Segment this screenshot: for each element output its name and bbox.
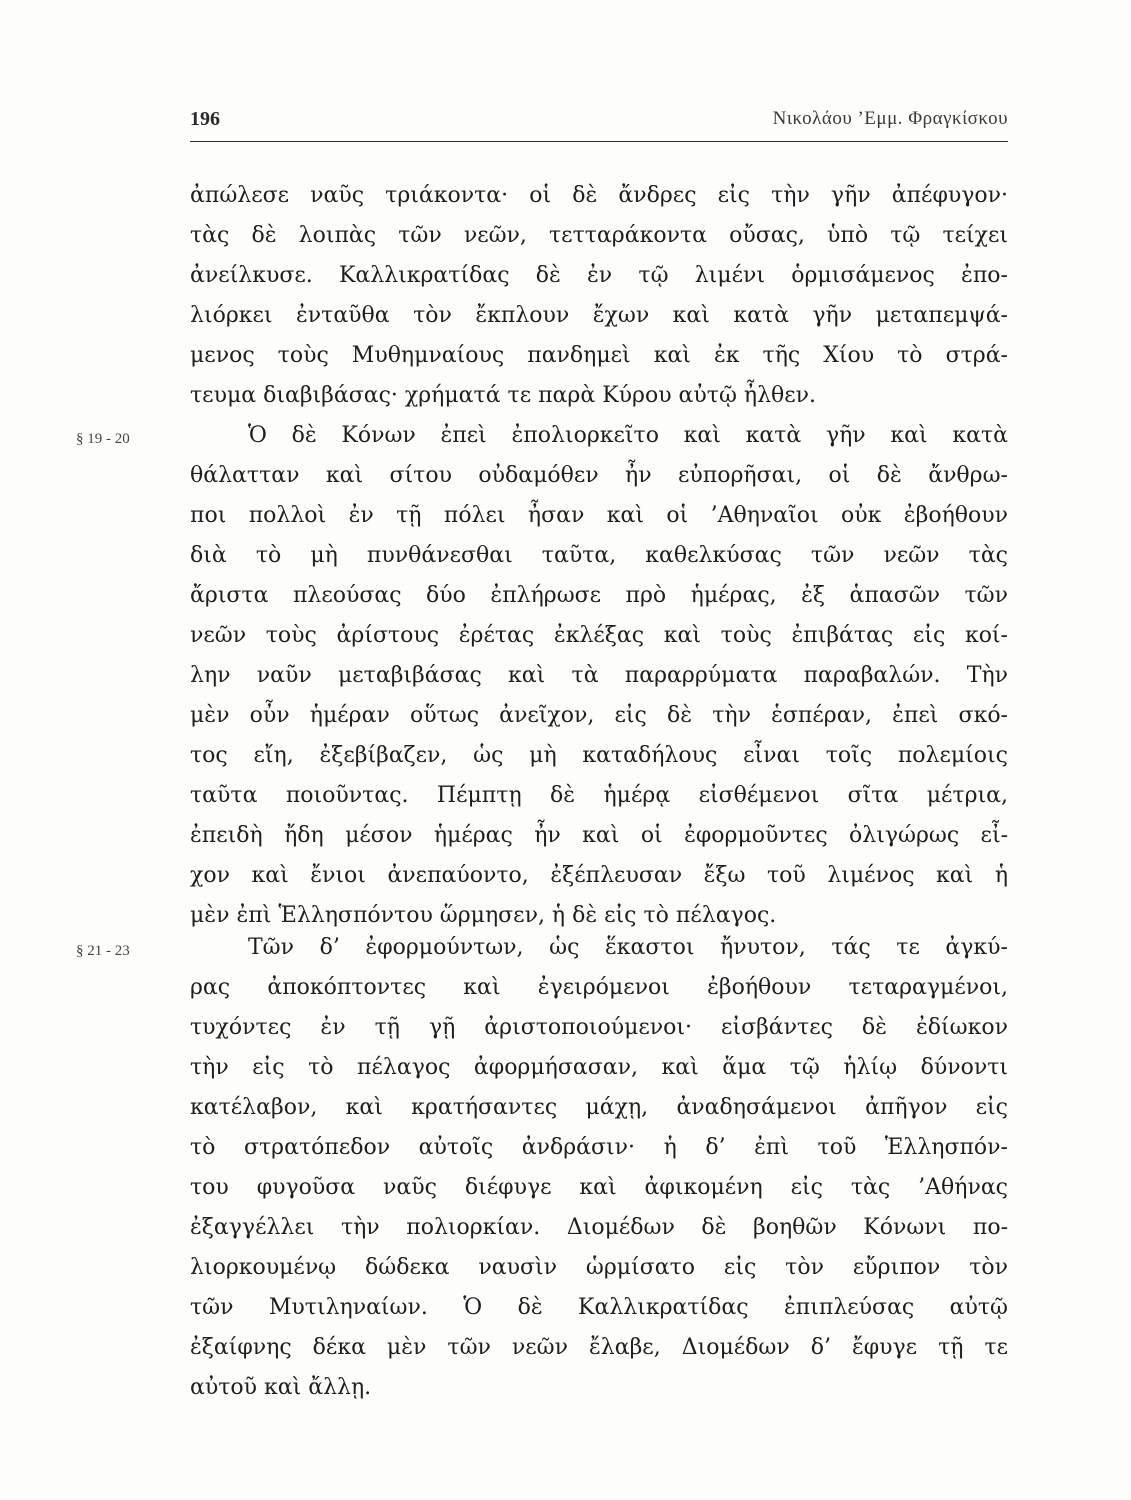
text-line: θάλατταν καὶ σίτου οὐδαμόθεν ἦν εὐπορῆσαι, οἱ δὲ ἄνθρω- <box>190 463 1008 488</box>
text-line: τὴν εἰς τὸ πέλαγος ἀφορμήσασαν, καὶ ἅμα τῷ ἡλίῳ δύνοντι <box>190 1055 1008 1080</box>
text-line: τὰς δὲ λοιπὰς τῶν νεῶν, τετταράκοντα οὔσας, ὑπὸ τῷ τείχει <box>190 223 1008 248</box>
text-line: λιόρκει ἐνταῦθα τὸν ἔκπλουν ἔχων καὶ κατὰ γῆν μεταπεμψά- <box>190 303 1008 328</box>
text-line: μὲν ἐπὶ Ἑλλησπόντου ὥρμησεν, ἡ δὲ εἰς τὸ πέλαγος. <box>190 903 777 928</box>
text-line: αὐτοῦ καὶ ἄλλῃ. <box>190 1375 372 1400</box>
margin-ref-21-23: § 21 - 23 <box>76 943 130 959</box>
text-line: κατέλαβον, καὶ κρατήσαντες μάχῃ, ἀναδησάμενοι ἀπῆγον εἰς <box>190 1095 1008 1120</box>
header-rule <box>190 141 1008 142</box>
text-line: μὲν οὖν ἡμέραν οὕτως ἀνεῖχον, εἰς δὲ τὴν ἑσπέραν, ἐπεὶ σκό- <box>190 703 1008 728</box>
text-line: τυχόντες ἐν τῇ γῇ ἀριστοποιούμενοι· εἰσβάντες δὲ ἐδίωκον <box>190 1015 1008 1040</box>
text-line: ἐπειδὴ ἤδη μέσον ἡμέρας ἦν καὶ οἱ ἐφορμοῦντες ὀλιγώρως εἶ- <box>190 823 1008 848</box>
text-line: μενος τοὺς Μυθημναίους πανδημεὶ καὶ ἐκ τῆς Χίου τὸ στρά- <box>190 343 1008 368</box>
text-line: Ὁ δὲ Κόνων ἐπεὶ ἐπολιορκεῖτο καὶ κατὰ γῆν καὶ κατὰ <box>248 423 1008 448</box>
text-line: ἄριστα πλεούσας δύο ἐπλήρωσε πρὸ ἡμέρας, ἐξ ἁπασῶν τῶν <box>190 583 1008 608</box>
text-line: Τῶν δ’ ἐφορμούντων, ὡς ἕκαστοι ἤνυτον, τάς τε ἀγκύ- <box>248 935 1008 960</box>
text-line: ἀνείλκυσε. Καλλικρατίδας δὲ ἐν τῷ λιμένι ὁρμισάμενος ἐπο- <box>190 263 1008 288</box>
text-line: νεῶν τοὺς ἀρίστους ἐρέτας ἐκλέξας καὶ τοὺς ἐπιβάτας εἰς κοί- <box>190 623 1008 648</box>
margin-ref-19-20: § 19 - 20 <box>76 431 130 447</box>
text-line: χον καὶ ἔνιοι ἀνεπαύοντο, ἐξέπλευσαν ἔξω τοῦ λιμένος καὶ ἡ <box>190 863 1008 888</box>
text-line: ἐξαγγέλλει τὴν πολιορκίαν. Διομέδων δὲ βοηθῶν Κόνωνι πο- <box>190 1215 1008 1240</box>
text-line: λην ναῦν μεταβιβάσας καὶ τὰ παραρρύματα παραβαλών. Τὴν <box>190 663 1008 688</box>
text-line: ρας ἀποκόπτοντες καὶ ἐγειρόμενοι ἐβοήθουν τεταραγμένοι, <box>190 975 1008 1000</box>
text-line: τευμα διαβιβάσας· χρήματά τε παρὰ Κύρου αὐτῷ ἦλθεν. <box>190 383 817 408</box>
page-number: 196 <box>190 108 220 130</box>
text-line: τὸ στρατόπεδον αὐτοῖς ἀνδράσιν· ἡ δ’ ἐπὶ τοῦ Ἑλλησπόν- <box>190 1135 1008 1160</box>
text-line: τῶν Μυτιληναίων. Ὁ δὲ Καλλικρατίδας ἐπιπλεύσας αὐτῷ <box>190 1295 1008 1320</box>
text-line: τος εἴη, ἐξεβίβαζεν, ὡς μὴ καταδήλους εἶναι τοῖς πολεμίοις <box>190 743 1008 768</box>
text-line: του φυγοῦσα ναῦς διέφυγε καὶ ἀφικομένη εἰς τὰς ’Αθήνας <box>190 1175 1008 1200</box>
text-line: διὰ τὸ μὴ πυνθάνεσθαι ταῦτα, καθελκύσας τῶν νεῶν τὰς <box>190 543 1008 568</box>
text-line: ταῦτα ποιοῦντας. Πέμπτῃ δὲ ἡμέρᾳ εἰσθέμενοι σῖτα μέτρια, <box>190 783 1008 808</box>
text-line: λιορκουμένῳ δώδεκα ναυσὶν ὡρμίσατο εἰς τὸν εὔριπον τὸν <box>190 1255 1008 1280</box>
text-line: ποι πολλοὶ ἐν τῇ πόλει ἦσαν καὶ οἱ ’Αθηναῖοι οὐκ ἐβοήθουν <box>190 503 1008 528</box>
text-line: ἐξαίφνης δέκα μὲν τῶν νεῶν ἔλαβε, Διομέδων δ’ ἔφυγε τῇ τε <box>190 1335 1008 1360</box>
text-line: ἀπώλεσε ναῦς τριάκοντα· οἱ δὲ ἄνδρες εἰς τὴν γῆν ἀπέφυγον· <box>190 183 1008 208</box>
page-header <box>190 108 1008 138</box>
running-head: Νικολάου ’Εμμ. Φραγκίσκου <box>772 108 1008 129</box>
